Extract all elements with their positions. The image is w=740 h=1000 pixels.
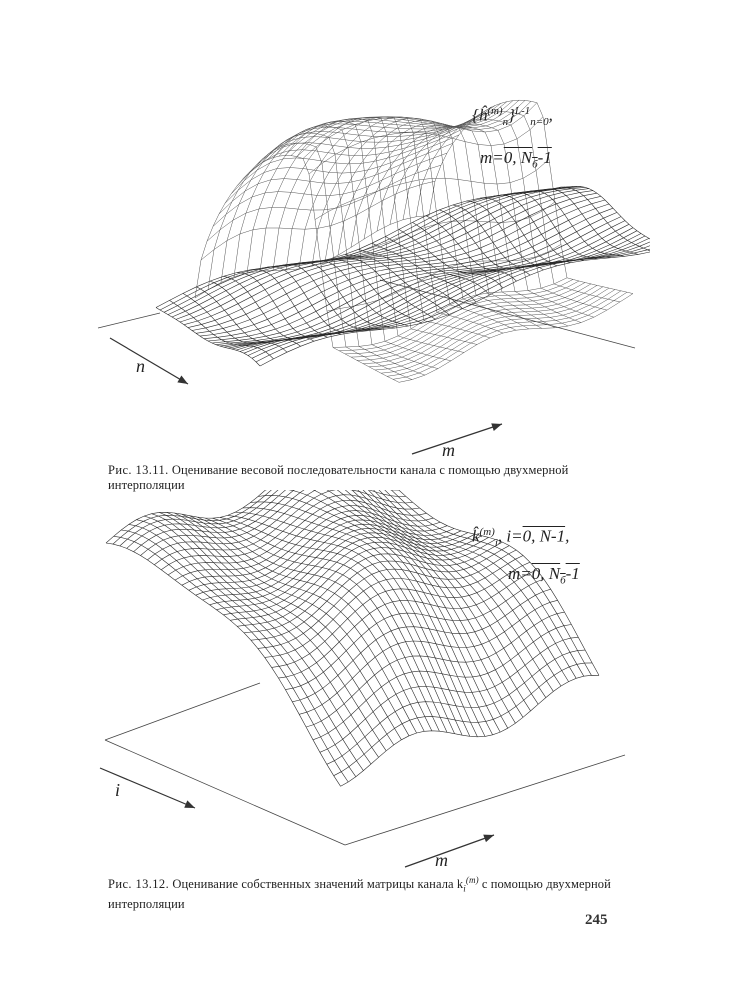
- figure-13-12-axis-m-label: m: [435, 850, 448, 870]
- figure-13-11-axis-n-label: n: [136, 356, 145, 376]
- fig2-surface-line-v: [114, 536, 349, 782]
- fig1-axis-n-arrow-head: [177, 375, 188, 384]
- fig1-ridge-line-u: [261, 106, 495, 164]
- figure-13-12-formula-line2: m=0, $N_б-1$: [508, 564, 580, 587]
- fig1-ridge-line-v: [208, 143, 412, 380]
- fig1-axis-n-arrow: [110, 338, 188, 384]
- fig1-floor-line-v: [399, 229, 503, 288]
- figure-13-12: [90, 490, 650, 880]
- figure-13-12-formula-line1: k̂$^{(m)}_i$, i=0, N-1,: [472, 526, 570, 550]
- fig1-ridge-line-u: [207, 165, 441, 241]
- fig1-floor-line-v: [548, 188, 651, 252]
- figure-13-12-caption: Рис. 13.12. Оценивание собственных значений матрицы канала $k_i^{(m)}$ с помощью двухмерной интерполяции: [108, 875, 611, 911]
- fig2-surface-line-v: [258, 495, 493, 734]
- fig1-floor-line-u: [224, 224, 629, 347]
- fig2-surface-line-u: [292, 589, 550, 702]
- fig2-axis-m-arrow: [405, 835, 494, 867]
- fig1-floor-line-u: [180, 187, 585, 322]
- fig2-surface-line-u: [127, 490, 385, 548]
- fig1-ridge-line-v: [260, 119, 464, 353]
- fig2-base-edge: [105, 683, 260, 740]
- fig1-ridge-line-u: [333, 278, 567, 348]
- fig1-floor-line-u: [160, 187, 565, 310]
- fig2-surface-line-v: [228, 515, 463, 735]
- fig2-base-edge-right: [345, 755, 625, 845]
- fig1-floor-line-v: [332, 258, 436, 319]
- figure-13-11: [90, 70, 650, 460]
- figure-13-12-axis-i-label: i: [115, 780, 121, 800]
- figure-13-11-axis-m-label: m: [442, 440, 455, 460]
- fig1-ridge-line-u: [225, 135, 459, 203]
- fig1-floor-line-u: [252, 243, 650, 358]
- fig1-floor-line-v: [305, 261, 409, 326]
- fig1-axis-m-arrow: [412, 424, 502, 454]
- fig2-surface-line-v: [288, 490, 523, 717]
- fig1-floor-line-u: [232, 231, 637, 349]
- fig1-axis-m-arrow-head: [491, 423, 502, 431]
- fig2-surface-line-u: [265, 556, 523, 658]
- fig2-surface-line-v: [174, 513, 409, 736]
- fig2-surface-line-u: [327, 650, 585, 764]
- fig1-ridge-line-u: [237, 122, 471, 186]
- fig1-floor-line-v: [237, 273, 341, 338]
- fig1-floor: [156, 186, 650, 366]
- fig1-floor-line-v: [197, 287, 301, 347]
- page-number: 245: [585, 912, 608, 928]
- fig2-surface-line-u: [341, 675, 599, 786]
- fig2-surface-line-v: [167, 512, 402, 740]
- figure-13-11-formula-line2: m=0, $N_б-1$: [480, 148, 552, 171]
- fig2-surface-line-v: [144, 516, 379, 757]
- fig1-ridge-line-u: [339, 279, 573, 350]
- fig2-surface-line-v: [220, 517, 455, 733]
- fig1-floor-line-v: [521, 191, 625, 256]
- figure-13-11-formula-line1: $\{ĥ^{(m)}_n\}^{L-1}_{n=0}$,: [472, 105, 553, 129]
- fig1-floor-line-v: [170, 300, 274, 359]
- fig2-surface-line-u: [334, 663, 592, 776]
- fig1-base-edge: [98, 313, 160, 328]
- fig1-floor-line-u: [212, 212, 617, 343]
- fig2-surface-line-u: [279, 570, 537, 678]
- fig2-axis-m-arrow-head: [483, 835, 494, 843]
- fig2-base-edge-front: [105, 740, 345, 845]
- fig2-axis-i-arrow-head: [184, 800, 195, 808]
- figure-13-11-surface-plot: [90, 70, 650, 460]
- fig1-ridge-line-u: [213, 153, 447, 226]
- figure-13-11-caption: Рис. 13.11. Оценивание весовой последовательности канала с помощью двухмерной интерполяции: [108, 463, 569, 492]
